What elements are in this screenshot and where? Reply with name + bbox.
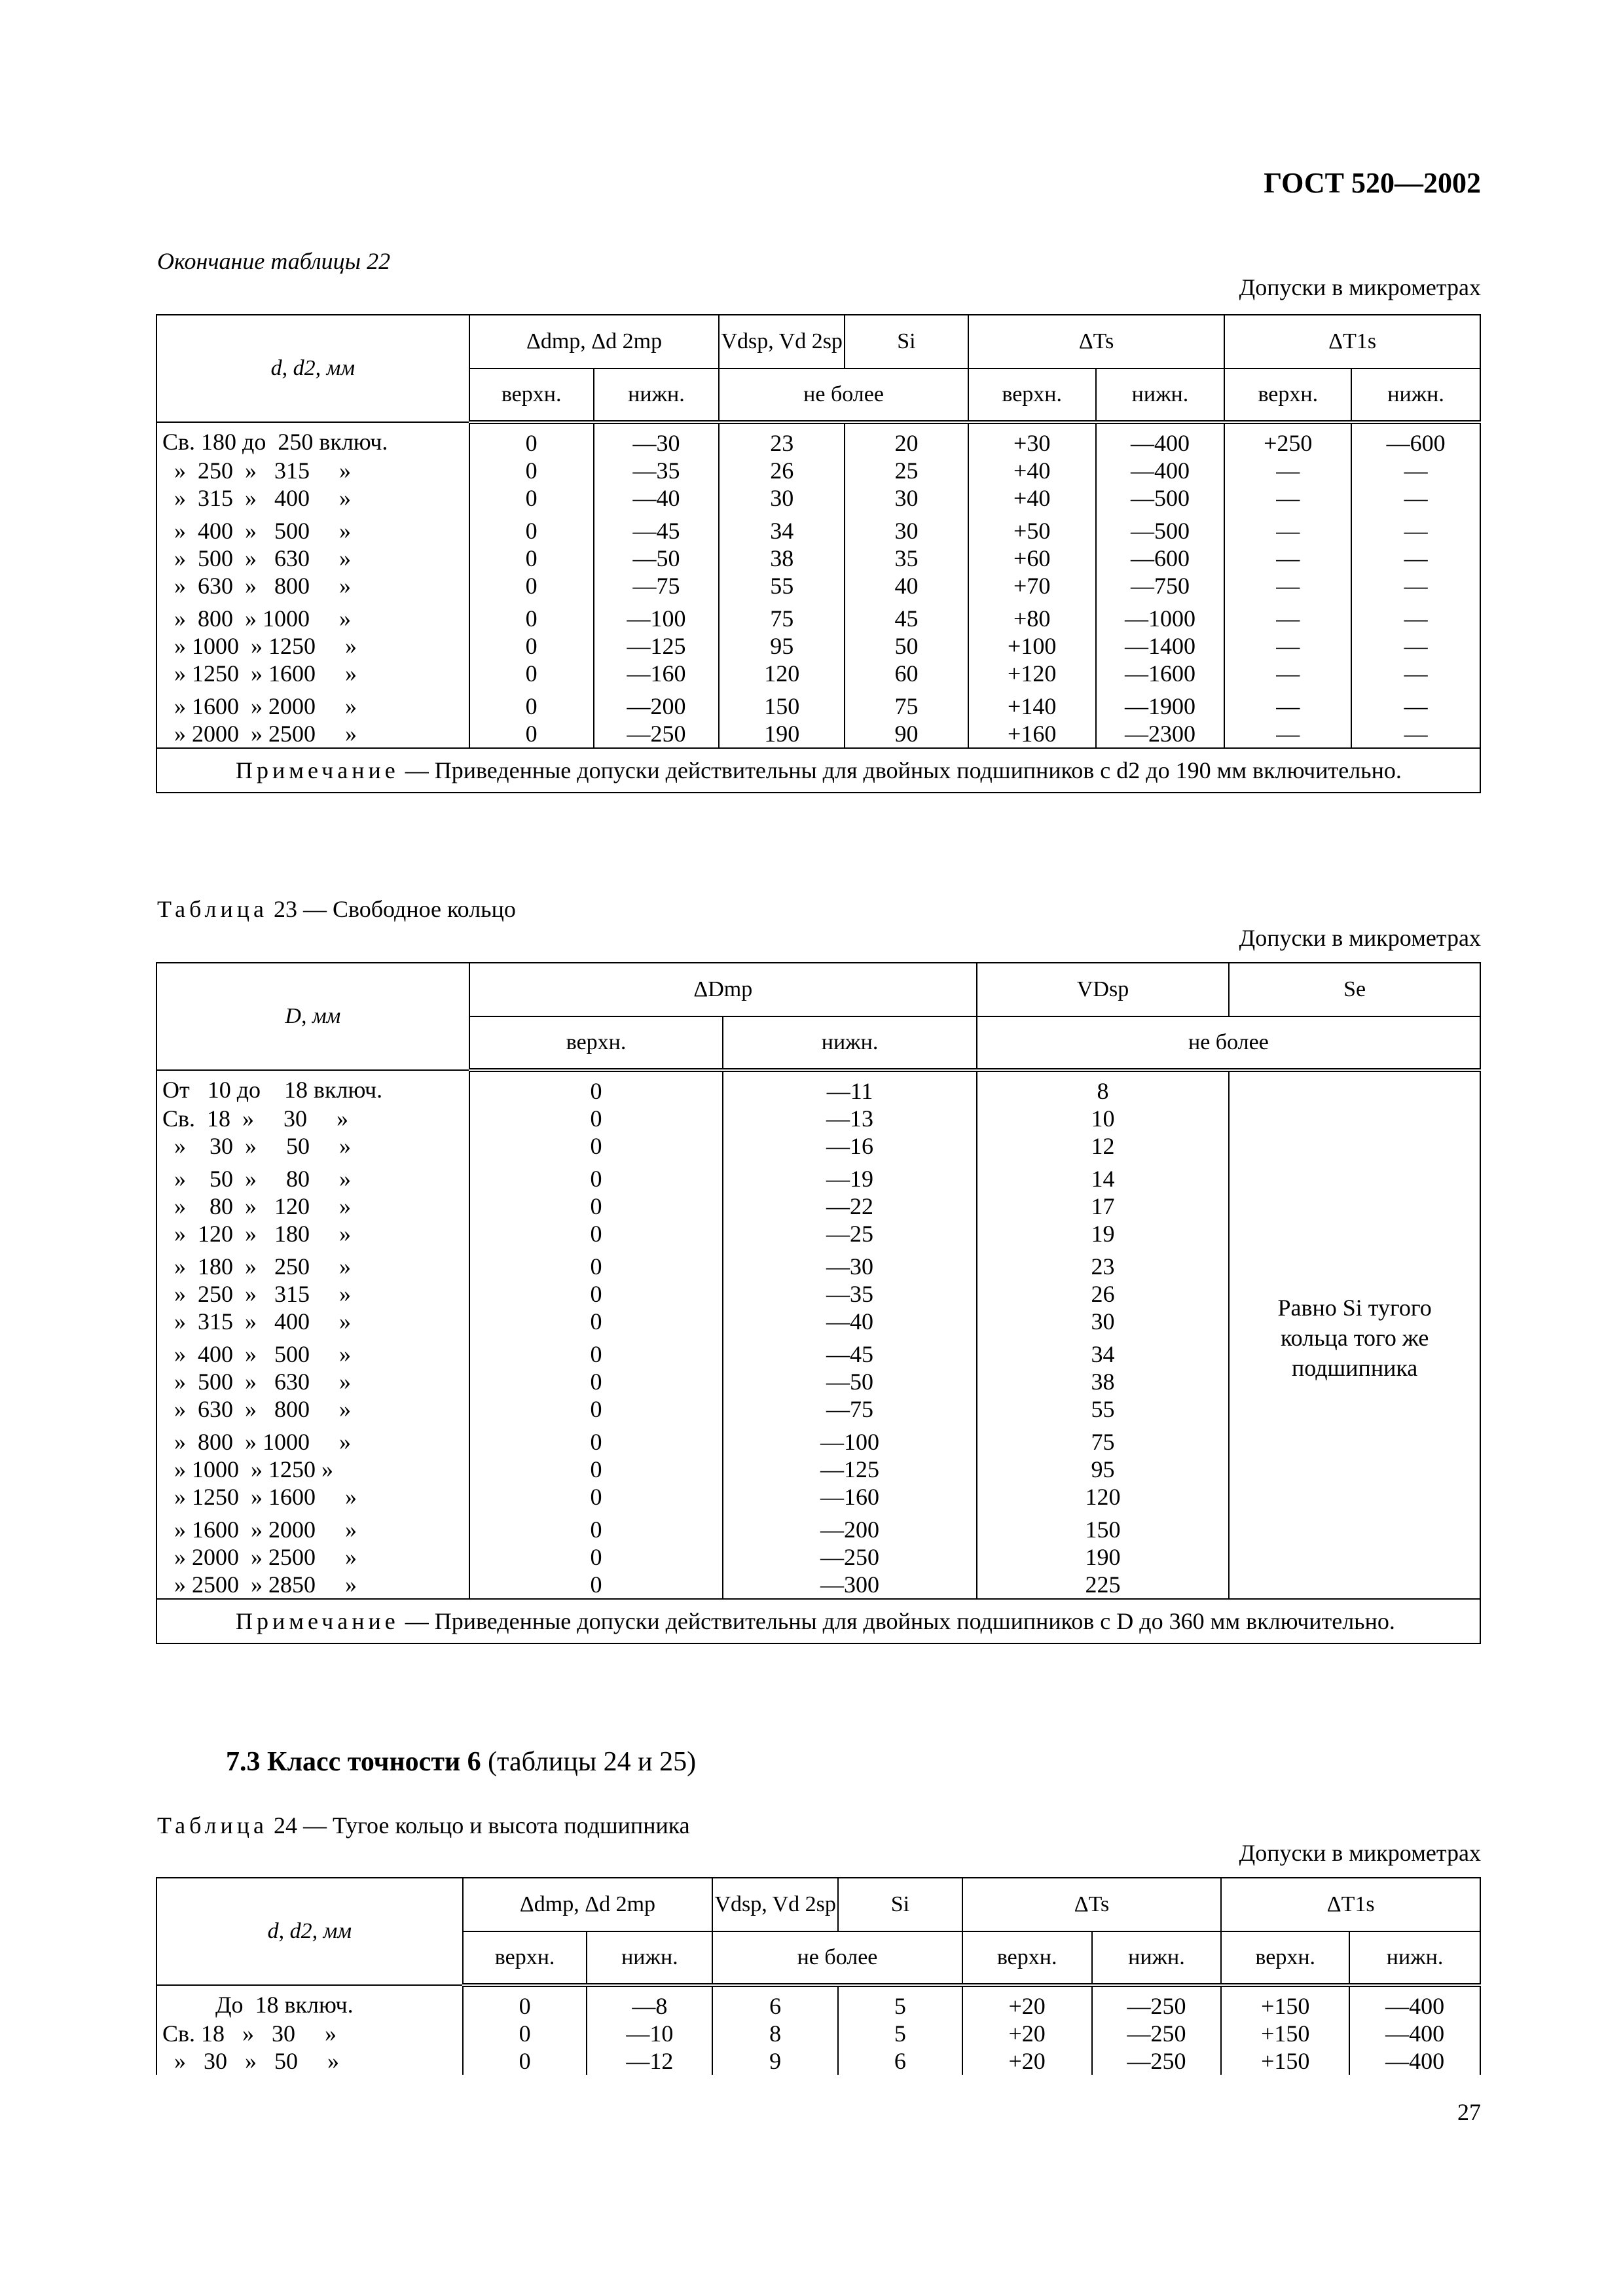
range-cell: До 18 включ. bbox=[156, 1985, 463, 2020]
value-cell: 0 bbox=[469, 720, 594, 748]
value-cell: —19 bbox=[723, 1160, 977, 1193]
col-delta-dmp-header: Δdmp, Δd 2mp bbox=[463, 1878, 713, 1931]
value-cell: 17 bbox=[977, 1193, 1230, 1220]
value-cell: —50 bbox=[594, 545, 720, 572]
value-cell: 120 bbox=[977, 1483, 1230, 1511]
value-cell: 50 bbox=[845, 632, 968, 660]
value-cell: +80 bbox=[968, 600, 1096, 632]
value-cell: 26 bbox=[719, 457, 845, 484]
range-cell: » 400 » 500 » bbox=[156, 1335, 469, 1368]
table-row bbox=[156, 720, 1480, 748]
value-cell: 0 bbox=[469, 1543, 723, 1571]
value-cell: 0 bbox=[469, 1070, 723, 1105]
note-label: Примечание bbox=[236, 1608, 399, 1634]
range-cell: » 1250 » 1600 » bbox=[156, 1483, 469, 1511]
value-cell: 0 bbox=[469, 1220, 723, 1247]
col-d-header: d, d2, мм bbox=[156, 315, 469, 422]
value-cell: +20 bbox=[962, 1985, 1092, 2020]
value-cell: —250 bbox=[1092, 2020, 1222, 2047]
value-cell: — bbox=[1351, 572, 1480, 600]
value-cell: 0 bbox=[469, 632, 594, 660]
note-text: — Приведенные допуски действительны для двойных подшипников с D до 360 мм включительно. bbox=[405, 1608, 1395, 1634]
value-cell: —11 bbox=[723, 1070, 977, 1105]
value-cell: —1400 bbox=[1096, 632, 1225, 660]
lower-header: нижн. bbox=[1092, 1931, 1222, 1985]
range-cell: » 1600 » 2000 » bbox=[156, 1511, 469, 1543]
range-cell: » 120 » 180 » bbox=[156, 1220, 469, 1247]
table22-unit: Допуски в микрометрах bbox=[1239, 274, 1481, 300]
value-cell: 30 bbox=[719, 484, 845, 512]
col-si-header: Si bbox=[838, 1878, 962, 1931]
value-cell: — bbox=[1224, 572, 1351, 600]
upper-header: верхн. bbox=[968, 368, 1096, 422]
value-cell: —160 bbox=[723, 1483, 977, 1511]
value-cell: —10 bbox=[587, 2020, 712, 2047]
table-row bbox=[156, 600, 1480, 632]
upper-header: верхн. bbox=[1221, 1931, 1349, 1985]
table-row bbox=[156, 512, 1480, 545]
value-cell: —35 bbox=[723, 1280, 977, 1308]
table-row bbox=[156, 1985, 1480, 2020]
value-cell: — bbox=[1224, 600, 1351, 632]
range-cell: » 180 » 250 » bbox=[156, 1247, 469, 1280]
value-cell: 6 bbox=[712, 1985, 838, 2020]
range-cell: Св. 180 до 250 включ. bbox=[156, 422, 469, 457]
value-cell: — bbox=[1351, 687, 1480, 720]
range-cell: » 250 » 315 » bbox=[156, 1280, 469, 1308]
col-d-header: d, d2, мм bbox=[156, 1878, 463, 1985]
value-cell: 26 bbox=[977, 1280, 1230, 1308]
value-cell: — bbox=[1351, 545, 1480, 572]
value-cell: 19 bbox=[977, 1220, 1230, 1247]
value-cell: — bbox=[1351, 720, 1480, 748]
value-cell: —100 bbox=[723, 1423, 977, 1456]
value-cell: —125 bbox=[723, 1456, 977, 1483]
value-cell: 0 bbox=[469, 1511, 723, 1543]
value-cell: 0 bbox=[469, 687, 594, 720]
value-cell: 0 bbox=[463, 2020, 587, 2047]
value-cell: +60 bbox=[968, 545, 1096, 572]
value-cell: +120 bbox=[968, 660, 1096, 687]
upper-header: верхн. bbox=[1224, 368, 1351, 422]
value-cell: —45 bbox=[723, 1335, 977, 1368]
value-cell: 0 bbox=[463, 1985, 587, 2020]
table-row bbox=[156, 545, 1480, 572]
value-cell: 0 bbox=[469, 1483, 723, 1511]
value-cell: 190 bbox=[719, 720, 845, 748]
table-row bbox=[156, 2047, 1480, 2075]
value-cell: — bbox=[1224, 632, 1351, 660]
range-cell: » 400 » 500 » bbox=[156, 512, 469, 545]
value-cell: +70 bbox=[968, 572, 1096, 600]
value-cell: 9 bbox=[712, 2047, 838, 2075]
value-cell: — bbox=[1351, 484, 1480, 512]
value-cell: —125 bbox=[594, 632, 720, 660]
value-cell: +40 bbox=[968, 484, 1096, 512]
value-cell: —1600 bbox=[1096, 660, 1225, 687]
value-cell: 90 bbox=[845, 720, 968, 748]
range-cell: » 1000 » 1250 » bbox=[156, 632, 469, 660]
range-cell: » 1600 » 2000 » bbox=[156, 687, 469, 720]
range-cell: » 630 » 800 » bbox=[156, 1395, 469, 1423]
document-header: ГОСТ 520—2002 bbox=[1264, 167, 1481, 199]
value-cell: +250 bbox=[1224, 422, 1351, 457]
lower-header: нижн. bbox=[1349, 1931, 1480, 1985]
range-cell: » 800 » 1000 » bbox=[156, 1423, 469, 1456]
value-cell: —25 bbox=[723, 1220, 977, 1247]
caption-text: 23 — Свободное кольцо bbox=[273, 896, 516, 922]
value-cell: — bbox=[1224, 457, 1351, 484]
value-cell: +50 bbox=[968, 512, 1096, 545]
range-cell: » 315 » 400 » bbox=[156, 484, 469, 512]
value-cell: +160 bbox=[968, 720, 1096, 748]
max-header: не более bbox=[712, 1931, 962, 1985]
value-cell: — bbox=[1224, 484, 1351, 512]
table24-unit: Допуски в микрометрах bbox=[1239, 1840, 1481, 1866]
value-cell: 0 bbox=[469, 457, 594, 484]
value-cell: 55 bbox=[719, 572, 845, 600]
col-delta-dmp-header: ΔDmp bbox=[469, 963, 977, 1016]
value-cell: 34 bbox=[719, 512, 845, 545]
value-cell: —750 bbox=[1096, 572, 1225, 600]
value-cell: 6 bbox=[838, 2047, 962, 2075]
col-se-header: Se bbox=[1229, 963, 1480, 1016]
table-row bbox=[156, 660, 1480, 687]
value-cell: — bbox=[1224, 545, 1351, 572]
value-cell: 0 bbox=[469, 545, 594, 572]
col-delta-dmp-header: Δdmp, Δd 2mp bbox=[469, 315, 720, 368]
value-cell: —500 bbox=[1096, 484, 1225, 512]
value-cell: — bbox=[1224, 687, 1351, 720]
range-cell: » 500 » 630 » bbox=[156, 1368, 469, 1395]
value-cell: — bbox=[1351, 600, 1480, 632]
table23-note bbox=[156, 1599, 1480, 1643]
value-cell: —300 bbox=[723, 1571, 977, 1599]
table22-note bbox=[156, 748, 1480, 793]
value-cell: —400 bbox=[1349, 1985, 1480, 2020]
table-24 bbox=[156, 1877, 1481, 2075]
section-number-title: 7.3 Класс точности 6 bbox=[226, 1747, 481, 1777]
value-cell: 23 bbox=[977, 1247, 1230, 1280]
value-cell: 0 bbox=[469, 484, 594, 512]
value-cell: 0 bbox=[469, 572, 594, 600]
value-cell: 0 bbox=[469, 1423, 723, 1456]
table-row bbox=[156, 457, 1480, 484]
value-cell: — bbox=[1224, 660, 1351, 687]
range-cell: Св. 18 » 30 » bbox=[156, 1105, 469, 1132]
value-cell: —200 bbox=[594, 687, 720, 720]
value-cell: —160 bbox=[594, 660, 720, 687]
note-text: — Приведенные допуски действительны для двойных подшипников с d2 до 190 мм включительно. bbox=[405, 757, 1402, 783]
range-cell: » 30 » 50 » bbox=[156, 2047, 463, 2075]
caption-label: Таблица bbox=[157, 896, 268, 922]
table-row bbox=[156, 1070, 1480, 1105]
value-cell: —75 bbox=[723, 1395, 977, 1423]
col-vdsp-header: Vdsp, Vd 2sp bbox=[719, 315, 845, 368]
value-cell: —13 bbox=[723, 1105, 977, 1132]
value-cell: —400 bbox=[1349, 2020, 1480, 2047]
value-cell: —12 bbox=[587, 2047, 712, 2075]
value-cell: 0 bbox=[469, 1308, 723, 1335]
table22-caption: Окончание таблицы 22 bbox=[157, 248, 391, 274]
range-cell: » 800 » 1000 » bbox=[156, 600, 469, 632]
value-cell: —35 bbox=[594, 457, 720, 484]
value-cell: 20 bbox=[845, 422, 968, 457]
value-cell: 0 bbox=[469, 1456, 723, 1483]
value-cell: +150 bbox=[1221, 2047, 1349, 2075]
value-cell: — bbox=[1224, 512, 1351, 545]
value-cell: 95 bbox=[977, 1456, 1230, 1483]
lower-header: нижн. bbox=[587, 1931, 712, 1985]
table-row bbox=[156, 2020, 1480, 2047]
value-cell: —2300 bbox=[1096, 720, 1225, 748]
lower-header: нижн. bbox=[594, 368, 720, 422]
value-cell: —30 bbox=[723, 1247, 977, 1280]
max-header: не более bbox=[719, 368, 968, 422]
value-cell: 30 bbox=[845, 484, 968, 512]
range-cell: » 1250 » 1600 » bbox=[156, 660, 469, 687]
value-cell: —250 bbox=[1092, 1985, 1222, 2020]
table23-unit: Допуски в микрометрах bbox=[1239, 925, 1481, 951]
range-cell: » 1000 » 1250 » bbox=[156, 1456, 469, 1483]
value-cell: +30 bbox=[968, 422, 1096, 457]
value-cell: —250 bbox=[594, 720, 720, 748]
se-text-line: подшипника bbox=[1292, 1355, 1418, 1381]
value-cell: 0 bbox=[469, 1132, 723, 1160]
value-cell: 14 bbox=[977, 1160, 1230, 1193]
value-cell: 150 bbox=[719, 687, 845, 720]
value-cell: 0 bbox=[469, 512, 594, 545]
value-cell: — bbox=[1351, 457, 1480, 484]
value-cell: —400 bbox=[1096, 457, 1225, 484]
range-cell: » 80 » 120 » bbox=[156, 1193, 469, 1220]
value-cell: +40 bbox=[968, 457, 1096, 484]
value-cell: 150 bbox=[977, 1511, 1230, 1543]
value-cell: 30 bbox=[845, 512, 968, 545]
value-cell: 34 bbox=[977, 1335, 1230, 1368]
value-cell: 120 bbox=[719, 660, 845, 687]
value-cell: — bbox=[1351, 512, 1480, 545]
value-cell: —500 bbox=[1096, 512, 1225, 545]
range-cell: » 315 » 400 » bbox=[156, 1308, 469, 1335]
value-cell: —40 bbox=[594, 484, 720, 512]
table-23 bbox=[156, 962, 1481, 1644]
value-cell: +140 bbox=[968, 687, 1096, 720]
value-cell: 25 bbox=[845, 457, 968, 484]
range-cell: » 2500 » 2850 » bbox=[156, 1571, 469, 1599]
table24-caption bbox=[157, 1812, 690, 1839]
lower-header: нижн. bbox=[1351, 368, 1480, 422]
value-cell: 0 bbox=[463, 2047, 587, 2075]
value-cell: 8 bbox=[977, 1070, 1230, 1105]
se-text-line: Равно Si тугого bbox=[1277, 1295, 1432, 1321]
value-cell: 38 bbox=[977, 1368, 1230, 1395]
value-cell: 0 bbox=[469, 1368, 723, 1395]
table-row bbox=[156, 687, 1480, 720]
range-cell: Св. 18 » 30 » bbox=[156, 2020, 463, 2047]
col-si-header: Si bbox=[845, 315, 968, 368]
value-cell: 12 bbox=[977, 1132, 1230, 1160]
range-cell: От 10 до 18 включ. bbox=[156, 1070, 469, 1105]
value-cell: —1900 bbox=[1096, 687, 1225, 720]
value-cell: 95 bbox=[719, 632, 845, 660]
value-cell: —75 bbox=[594, 572, 720, 600]
value-cell: 0 bbox=[469, 1160, 723, 1193]
page-number: 27 bbox=[1457, 2099, 1481, 2125]
value-cell: 75 bbox=[977, 1423, 1230, 1456]
value-cell: 38 bbox=[719, 545, 845, 572]
value-cell: —600 bbox=[1096, 545, 1225, 572]
se-text-line: кольца того же bbox=[1280, 1325, 1429, 1351]
value-cell: — bbox=[1351, 660, 1480, 687]
lower-header: нижн. bbox=[1096, 368, 1225, 422]
value-cell: 75 bbox=[845, 687, 968, 720]
value-cell: 35 bbox=[845, 545, 968, 572]
value-cell: +20 bbox=[962, 2047, 1092, 2075]
caption-label: Таблица bbox=[157, 1812, 268, 1839]
value-cell: +100 bbox=[968, 632, 1096, 660]
value-cell: 0 bbox=[469, 660, 594, 687]
range-cell: » 500 » 630 » bbox=[156, 545, 469, 572]
upper-header: верхн. bbox=[962, 1931, 1092, 1985]
value-cell: +20 bbox=[962, 2020, 1092, 2047]
value-cell: 30 bbox=[977, 1308, 1230, 1335]
upper-header: верхн. bbox=[463, 1931, 587, 1985]
range-cell: » 2000 » 2500 » bbox=[156, 1543, 469, 1571]
value-cell: 5 bbox=[838, 1985, 962, 2020]
value-cell: —250 bbox=[723, 1543, 977, 1571]
range-cell: » 30 » 50 » bbox=[156, 1132, 469, 1160]
value-cell: —200 bbox=[723, 1511, 977, 1543]
col-vdsp-header: VDsp bbox=[977, 963, 1230, 1016]
value-cell: 0 bbox=[469, 600, 594, 632]
upper-header: верхн. bbox=[469, 1016, 723, 1070]
table23-caption bbox=[157, 895, 516, 923]
value-cell: —16 bbox=[723, 1132, 977, 1160]
section-suffix: (таблицы 24 и 25) bbox=[481, 1747, 697, 1777]
value-cell: 23 bbox=[719, 422, 845, 457]
value-cell: 0 bbox=[469, 422, 594, 457]
value-cell: 0 bbox=[469, 1571, 723, 1599]
caption-text: 24 — Тугое кольцо и высота подшипника bbox=[273, 1812, 690, 1839]
value-cell: —8 bbox=[587, 1985, 712, 2020]
value-cell: —30 bbox=[594, 422, 720, 457]
value-cell: —40 bbox=[723, 1308, 977, 1335]
max-header: не более bbox=[977, 1016, 1480, 1070]
table-22 bbox=[156, 314, 1481, 793]
note-label: Примечание bbox=[236, 757, 399, 783]
col-delta-ts-header: ΔTs bbox=[962, 1878, 1222, 1931]
value-cell: 0 bbox=[469, 1193, 723, 1220]
value-cell: 0 bbox=[469, 1247, 723, 1280]
value-cell: —50 bbox=[723, 1368, 977, 1395]
value-cell: —600 bbox=[1351, 422, 1480, 457]
value-cell: 60 bbox=[845, 660, 968, 687]
value-cell: 40 bbox=[845, 572, 968, 600]
value-cell: 225 bbox=[977, 1571, 1230, 1599]
value-cell: 0 bbox=[469, 1280, 723, 1308]
table-row bbox=[156, 632, 1480, 660]
value-cell: — bbox=[1351, 632, 1480, 660]
value-cell: —400 bbox=[1096, 422, 1225, 457]
value-cell: +150 bbox=[1221, 1985, 1349, 2020]
lower-header: нижн. bbox=[723, 1016, 977, 1070]
table-row bbox=[156, 484, 1480, 512]
value-cell: —100 bbox=[594, 600, 720, 632]
value-cell: —1000 bbox=[1096, 600, 1225, 632]
value-cell: 10 bbox=[977, 1105, 1230, 1132]
range-cell: » 250 » 315 » bbox=[156, 457, 469, 484]
col-delta-ts-header: ΔTs bbox=[968, 315, 1225, 368]
value-cell: —400 bbox=[1349, 2047, 1480, 2075]
value-cell: 0 bbox=[469, 1335, 723, 1368]
upper-header: верхн. bbox=[469, 368, 594, 422]
col-delta-t1s-header: ΔT1s bbox=[1221, 1878, 1480, 1931]
value-cell: 8 bbox=[712, 2020, 838, 2047]
section-heading bbox=[226, 1746, 696, 1778]
col-vdsp-header: Vdsp, Vd 2sp bbox=[712, 1878, 838, 1931]
value-cell: 0 bbox=[469, 1395, 723, 1423]
table-row bbox=[156, 422, 1480, 457]
value-cell: 75 bbox=[719, 600, 845, 632]
value-cell: 190 bbox=[977, 1543, 1230, 1571]
value-cell: —22 bbox=[723, 1193, 977, 1220]
value-cell: 45 bbox=[845, 600, 968, 632]
range-cell: » 50 » 80 » bbox=[156, 1160, 469, 1193]
value-cell: 0 bbox=[469, 1105, 723, 1132]
table-row bbox=[156, 572, 1480, 600]
value-cell: —250 bbox=[1092, 2047, 1222, 2075]
value-cell: —45 bbox=[594, 512, 720, 545]
value-cell: +150 bbox=[1221, 2020, 1349, 2047]
range-cell: » 630 » 800 » bbox=[156, 572, 469, 600]
se-merged-cell bbox=[1229, 1070, 1480, 1599]
col-delta-t1s-header: ΔT1s bbox=[1224, 315, 1480, 368]
col-d-header: D, мм bbox=[156, 963, 469, 1070]
value-cell: 55 bbox=[977, 1395, 1230, 1423]
range-cell: » 2000 » 2500 » bbox=[156, 720, 469, 748]
value-cell: — bbox=[1224, 720, 1351, 748]
value-cell: 5 bbox=[838, 2020, 962, 2047]
